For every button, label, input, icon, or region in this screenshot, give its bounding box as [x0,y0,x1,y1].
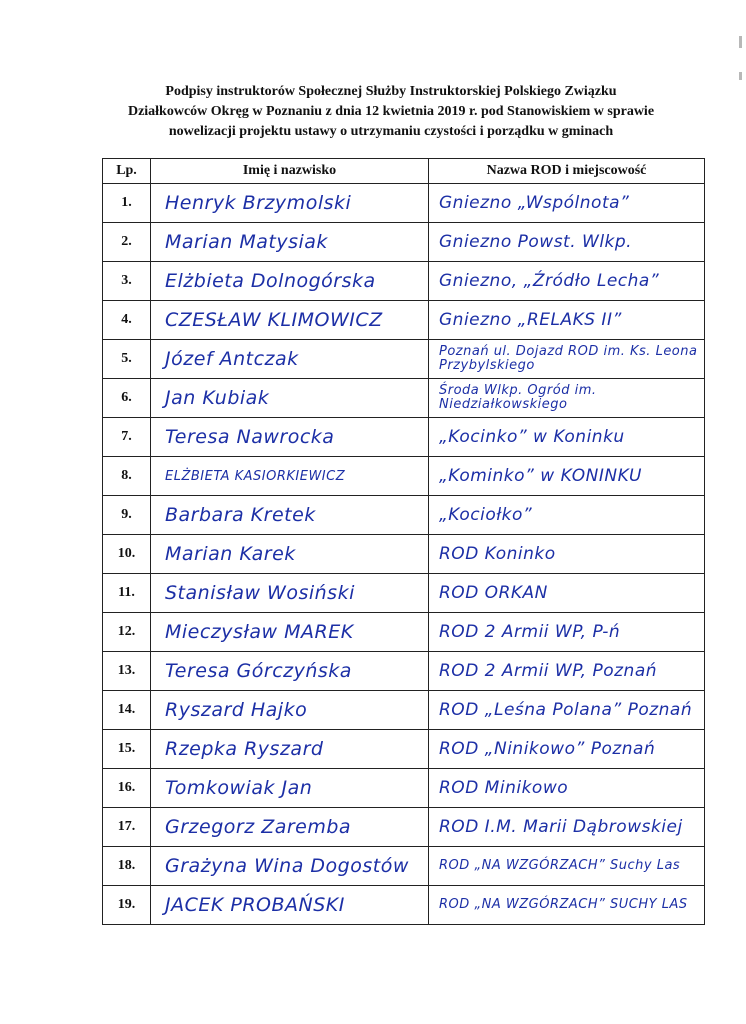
signature-name: Józef Antczak [151,340,429,379]
row-number: 2. [103,223,151,262]
rod-name: „Kociołko” [429,496,705,535]
rod-name: „Kominko” w KONINKU [429,457,705,496]
signature-name: Mieczysław MAREK [151,613,429,652]
rod-name: ROD „Ninikowo” Poznań [429,730,705,769]
rod-name: ROD ORKAN [429,574,705,613]
rod-name: Gniezno, „Źródło Lecha” [429,262,705,301]
signature-name: Grażyna Wina Dogostów [151,847,429,886]
signature-name: Marian Karek [151,535,429,574]
row-number: 3. [103,262,151,301]
table-row [103,535,705,574]
table-row [103,262,705,301]
row-number: 9. [103,496,151,535]
column-header-rod: Nazwa ROD i miejscowość [429,159,705,184]
signature-name: Henryk Brzymolski [151,184,429,223]
table-row [103,457,705,496]
table-row [103,301,705,340]
table-row [103,223,705,262]
table-row [103,340,705,379]
signature-name: Rzepka Ryszard [151,730,429,769]
table-row [103,574,705,613]
row-number: 8. [103,457,151,496]
rod-name: Poznań ul. Dojazd ROD im. Ks. Leona Przybylskiego [429,340,705,379]
signature-name: Stanisław Wosiński [151,574,429,613]
signature-name: Grzegorz Zaremba [151,808,429,847]
table-row [103,847,705,886]
signature-name: JACEK PROBAŃSKI [151,886,429,925]
scan-edge-mark [739,36,742,48]
rod-name: ROD „NA WZGÓRZACH” Suchy Las [429,847,705,886]
table-row [103,184,705,223]
row-number: 10. [103,535,151,574]
row-number: 4. [103,301,151,340]
signature-table [102,158,705,925]
title-line-2: Działkowców Okręg w Poznaniu z dnia 12 kwietnia 2019 r. pod Stanowiskiem w sprawie [127,104,655,119]
table-row [103,379,705,418]
rod-name: ROD 2 Armii WP, P-ń [429,613,705,652]
signature-name: CZESŁAW KLIMOWICZ [151,301,429,340]
table-row [103,691,705,730]
table-row [103,418,705,457]
row-number: 1. [103,184,151,223]
rod-name: ROD Koninko [429,535,705,574]
table-row [103,886,705,925]
rod-name: ROD Minikowo [429,769,705,808]
row-number: 17. [103,808,151,847]
table-row [103,769,705,808]
row-number: 14. [103,691,151,730]
table-row [103,652,705,691]
row-number: 18. [103,847,151,886]
row-number: 16. [103,769,151,808]
rod-name: Gniezno Powst. Wlkp. [429,223,705,262]
rod-name: ROD „Leśna Polana” Poznań [429,691,705,730]
scan-edge-mark [739,72,742,80]
rod-name: „Kocinko” w Koninku [429,418,705,457]
rod-name: Gniezno „Wspólnota” [429,184,705,223]
rod-name: Środa Wlkp. Ogród im. Niedziałkowskiego [429,379,705,418]
rod-name: Gniezno „RELAKS II” [429,301,705,340]
row-number: 12. [103,613,151,652]
signature-name: Teresa Nawrocka [151,418,429,457]
signature-name: Jan Kubiak [151,379,429,418]
title-line-3: nowelizacji projektu ustawy o utrzymaniu czystości i porządku w gminach [168,124,614,139]
row-number: 7. [103,418,151,457]
row-number: 13. [103,652,151,691]
rod-name: ROD „NA WZGÓRZACH” SUCHY LAS [429,886,705,925]
rod-name: ROD 2 Armii WP, Poznań [429,652,705,691]
signature-name: Tomkowiak Jan [151,769,429,808]
signature-name: Teresa Górczyńska [151,652,429,691]
column-header-name: Imię i nazwisko [151,159,429,184]
table-row [103,496,705,535]
row-number: 11. [103,574,151,613]
signature-name: Ryszard Hajko [151,691,429,730]
row-number: 6. [103,379,151,418]
table-header-row [103,159,705,184]
signature-name: Elżbieta Dolnogórska [151,262,429,301]
row-number: 15. [103,730,151,769]
document-title [100,82,682,142]
title-line-1: Podpisy instruktorów Społecznej Służby Instruktorskiej Polskiego Związku [165,84,617,99]
table-row [103,730,705,769]
signature-name: Marian Matysiak [151,223,429,262]
signature-name: Barbara Kretek [151,496,429,535]
row-number: 19. [103,886,151,925]
table-row [103,613,705,652]
signature-name: ELŻBIETA KASIORKIEWICZ [151,457,429,496]
table-row [103,808,705,847]
row-number: 5. [103,340,151,379]
column-header-lp: Lp. [103,159,151,184]
rod-name: ROD I.M. Marii Dąbrowskiej [429,808,705,847]
